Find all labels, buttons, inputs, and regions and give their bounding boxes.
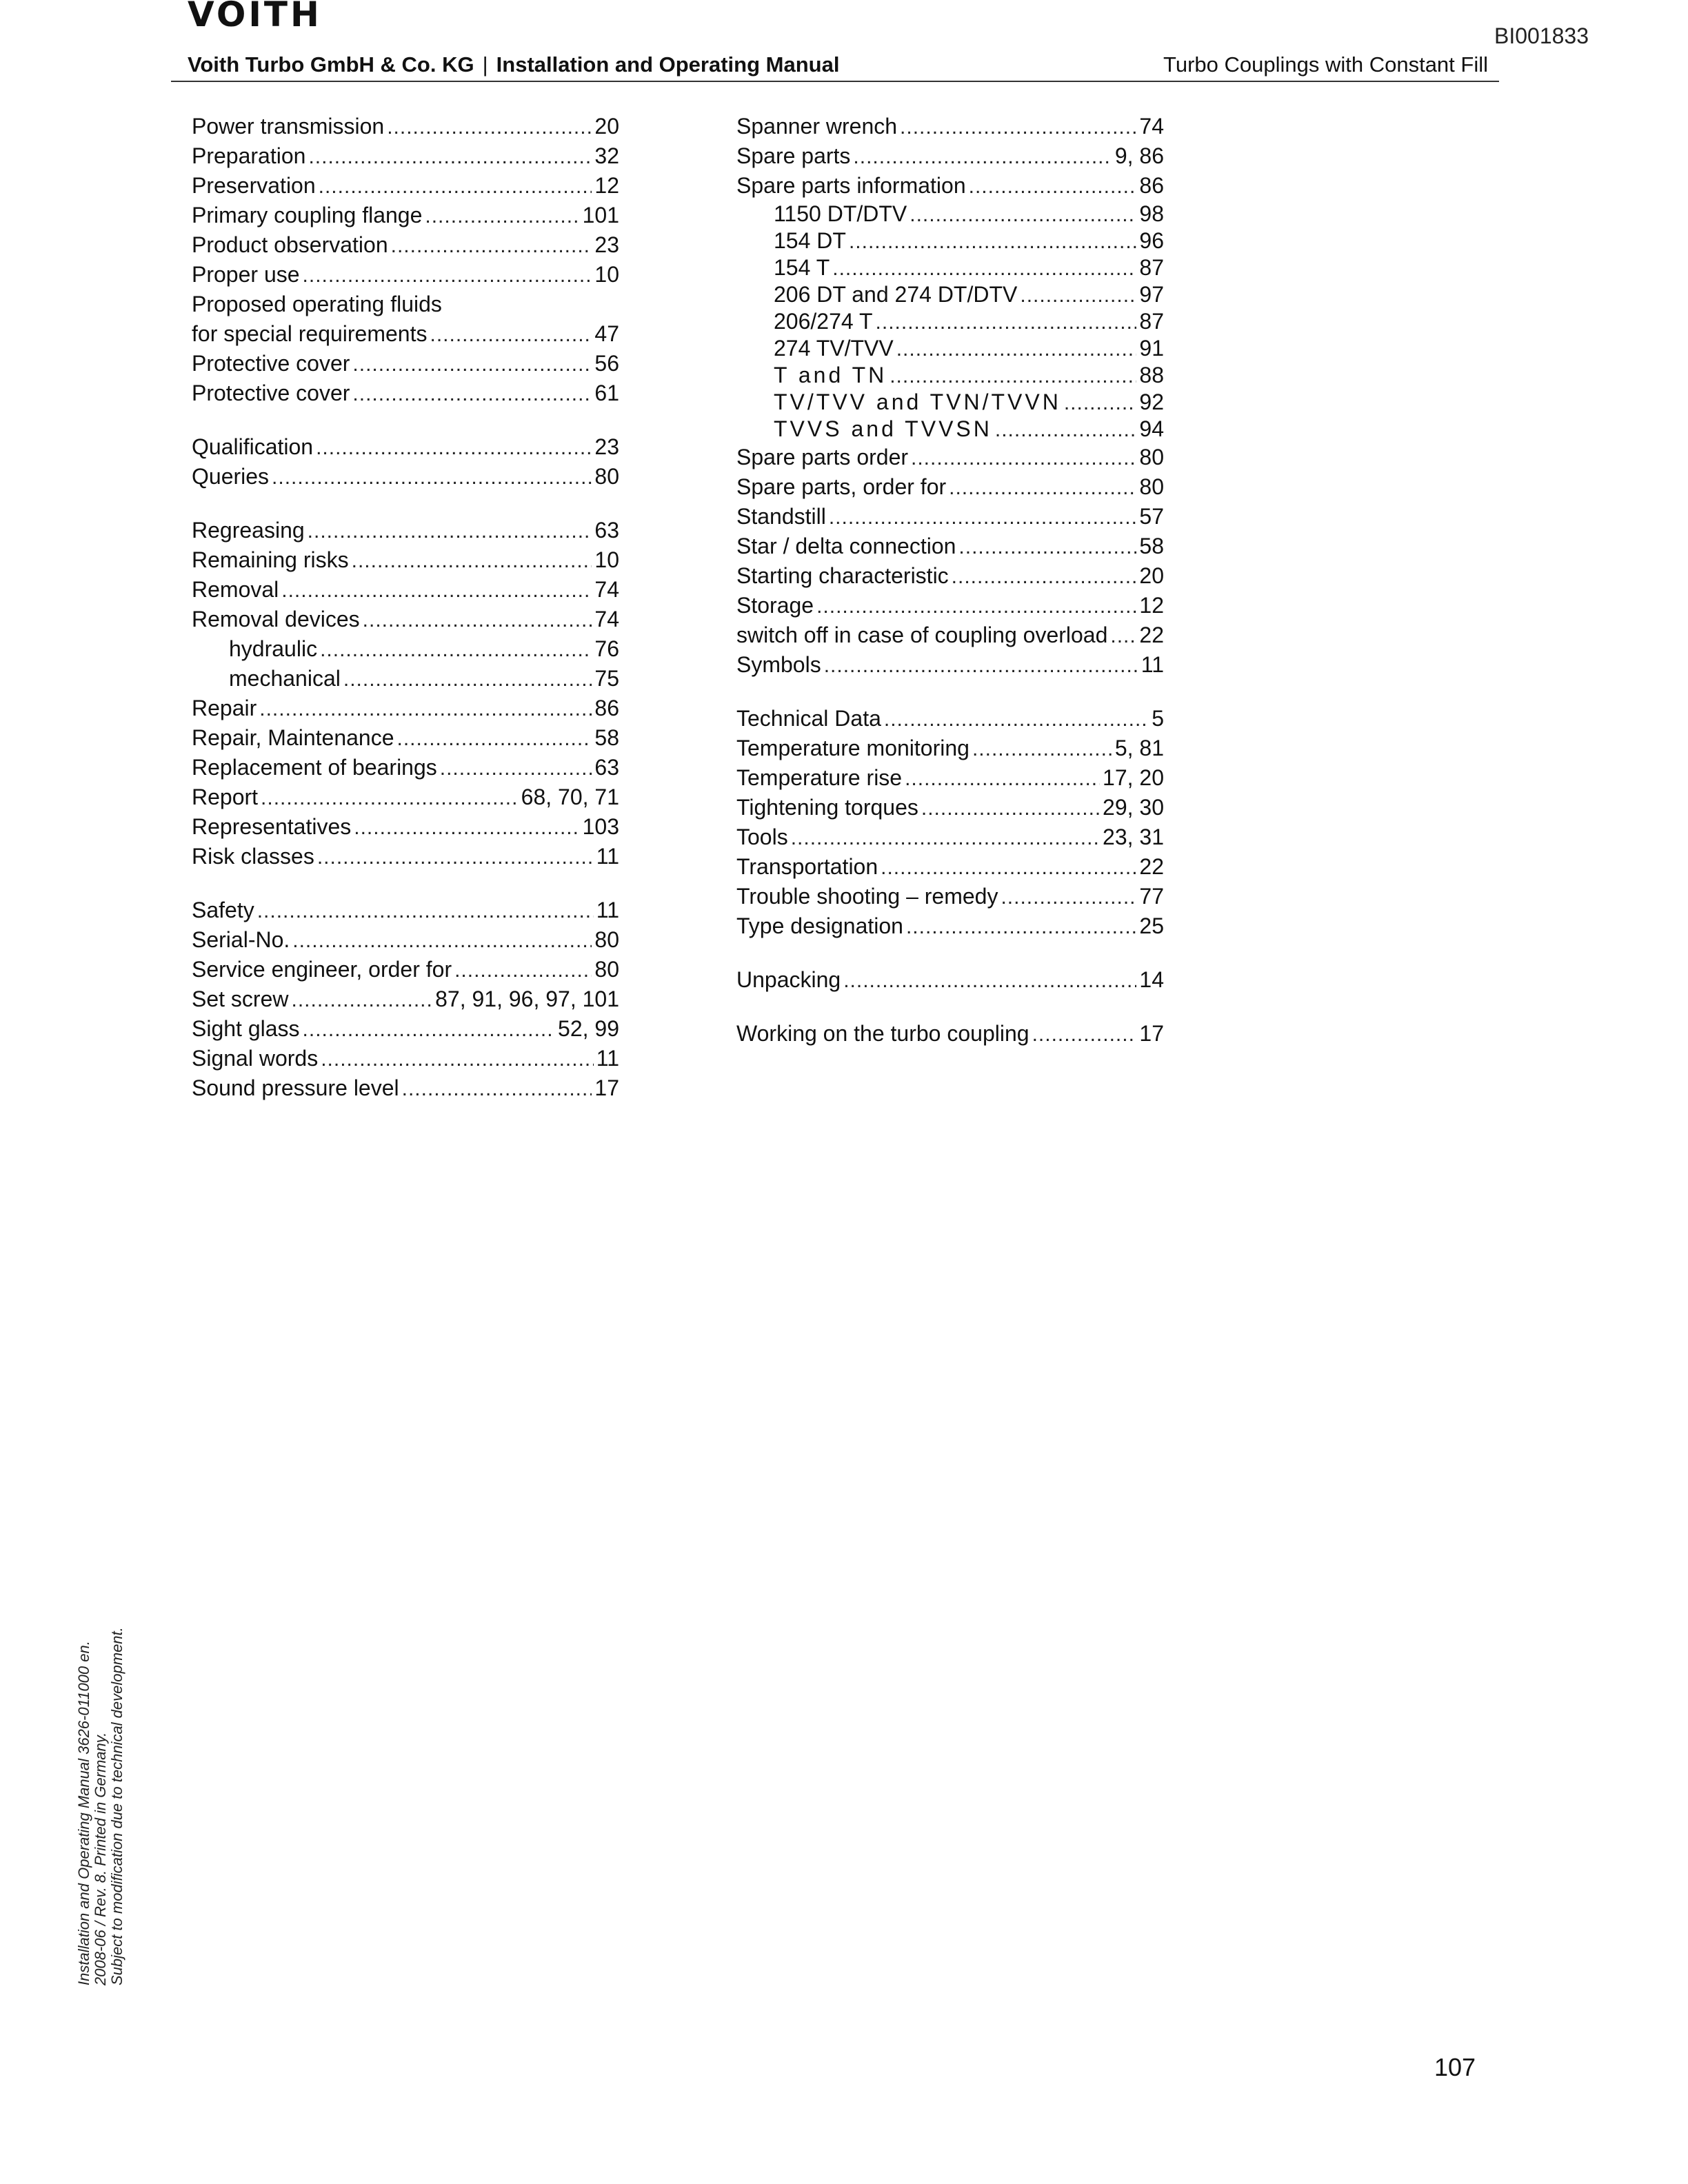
index-label: Tightening torques — [736, 795, 918, 820]
index-label: 1150 DT/DTV — [774, 201, 907, 226]
index-entry — [736, 171, 1164, 201]
leader-dots — [319, 172, 592, 201]
index-label: Removal — [192, 577, 279, 602]
leader-dots — [911, 443, 1136, 473]
index-label: Star / delta connection — [736, 534, 956, 558]
leader-dots — [316, 433, 592, 463]
leader-dots — [259, 694, 592, 724]
section-gap — [192, 871, 619, 896]
index-label: Removal devices — [192, 607, 360, 631]
leader-dots — [352, 379, 592, 409]
leader-dots — [1020, 282, 1136, 309]
leader-dots — [816, 592, 1136, 621]
leader-dots — [352, 546, 592, 576]
index-label: Regreasing — [192, 518, 305, 543]
index-label: Temperature monitoring — [736, 736, 969, 760]
leader-dots — [303, 1015, 556, 1044]
index-entry — [192, 842, 619, 871]
leader-dots — [1001, 882, 1136, 912]
index-label: Spare parts information — [736, 173, 966, 198]
index-page: 80 — [594, 464, 619, 489]
leader-dots — [363, 605, 592, 635]
index-page: 23 — [594, 434, 619, 459]
leader-dots — [969, 172, 1137, 201]
index-label: Storage — [736, 593, 814, 618]
index-label: Preservation — [192, 173, 316, 198]
index-entry — [736, 793, 1164, 822]
index-label: Proper use — [192, 262, 300, 287]
index-page: 17 — [594, 1075, 619, 1100]
index-page: 29, 30 — [1103, 795, 1164, 820]
leader-dots — [1064, 390, 1137, 416]
index-page: 22 — [1139, 854, 1164, 879]
index-entry — [192, 112, 619, 141]
index-page: 23 — [594, 232, 619, 257]
index-page: 101 — [582, 203, 619, 228]
index-page: 14 — [1139, 967, 1164, 992]
leader-dots — [261, 783, 519, 813]
leader-dots — [890, 363, 1136, 390]
index-subentry — [192, 634, 619, 664]
index-entry — [192, 349, 619, 378]
running-header-right: Turbo Couplings with Constant Fill — [1163, 52, 1488, 77]
leader-dots — [308, 142, 592, 172]
index-entry — [192, 319, 619, 349]
index-page: 25 — [1139, 913, 1164, 938]
index-page: 11 — [1141, 652, 1164, 677]
index-entry — [192, 230, 619, 260]
index-page: 11 — [596, 844, 619, 869]
index-page: 57 — [1139, 504, 1164, 529]
leader-dots — [853, 142, 1112, 172]
leader-dots — [876, 309, 1137, 336]
index-column-right — [736, 112, 1164, 1049]
index-entry — [736, 620, 1164, 650]
index-entry — [736, 591, 1164, 620]
leader-dots — [881, 853, 1136, 882]
index-entry — [192, 201, 619, 230]
section-gap — [736, 995, 1164, 1019]
index-label: Protective cover — [192, 351, 350, 376]
index-label: Safety — [192, 898, 254, 922]
header-rule — [171, 81, 1499, 82]
index-page: 11 — [596, 898, 619, 922]
index-page: 61 — [594, 381, 619, 405]
index-entry — [192, 432, 619, 462]
index-label: Tools — [736, 825, 788, 849]
index-subentry — [736, 362, 1164, 389]
index-subentry — [736, 281, 1164, 308]
imprint-line: 2008-06 / Rev. 8. Printed in Germany. — [92, 1732, 109, 1985]
section-gap — [192, 492, 619, 516]
index-entry — [192, 925, 619, 955]
print-imprint — [76, 1627, 125, 1985]
index-entry — [736, 965, 1164, 995]
index-page: 52, 99 — [558, 1016, 619, 1041]
leader-dots — [430, 320, 592, 350]
index-page: 74 — [594, 607, 619, 631]
leader-dots — [292, 926, 592, 956]
leader-dots — [440, 754, 592, 783]
index-label: TV/TVV and TVN/TVVN — [774, 390, 1061, 414]
index-label: switch off in case of coupling overload — [736, 623, 1108, 647]
index-label: Queries — [192, 464, 270, 489]
leader-dots — [272, 463, 592, 492]
leader-dots — [884, 705, 1149, 734]
index-label: for special requirements — [192, 321, 428, 346]
leader-dots — [354, 813, 579, 842]
leader-dots — [896, 336, 1137, 363]
leader-dots — [397, 724, 592, 754]
index-label: TVVS and TVVSN — [774, 416, 992, 441]
index-label: Standstill — [736, 504, 826, 529]
index-page: 96 — [1139, 228, 1164, 253]
index-page: 12 — [1139, 593, 1164, 618]
index-subentry — [736, 201, 1164, 228]
manual-title: Installation and Operating Manual — [496, 52, 840, 77]
leader-dots — [900, 112, 1136, 142]
index-subentry — [736, 389, 1164, 416]
leader-dots — [972, 734, 1112, 764]
index-label: Sound pressure level — [192, 1075, 399, 1100]
index-entry — [736, 472, 1164, 502]
leader-dots — [906, 912, 1136, 942]
index-entry — [192, 1073, 619, 1103]
leader-dots — [824, 651, 1138, 680]
index-page: 5 — [1152, 706, 1164, 731]
document-id: BI001833 — [1494, 23, 1589, 48]
index-label: Set screw — [192, 987, 289, 1011]
index-page: 91 — [1139, 336, 1164, 361]
index-page: 74 — [1139, 114, 1164, 139]
index-page: 10 — [594, 262, 619, 287]
index-label: Service engineer, order for — [192, 957, 452, 982]
index-page: 94 — [1139, 416, 1164, 441]
leader-dots — [402, 1074, 592, 1104]
leader-dots — [849, 228, 1136, 255]
index-page: 32 — [594, 143, 619, 168]
index-label: Report — [192, 785, 259, 809]
index-page: 87, 91, 96, 97, 101 — [435, 987, 619, 1011]
index-page: 68, 70, 71 — [521, 785, 619, 809]
index-label: 206 DT and 274 DT/DTV — [774, 282, 1018, 307]
leader-dots — [995, 416, 1137, 443]
leader-dots — [320, 635, 592, 665]
leader-dots — [321, 1044, 594, 1074]
leader-dots — [1110, 621, 1136, 651]
index-page: 23, 31 — [1103, 825, 1164, 849]
index-page: 92 — [1139, 390, 1164, 414]
index-entry — [192, 896, 619, 925]
index-page: 58 — [594, 725, 619, 750]
index-label: Sight glass — [192, 1016, 300, 1041]
leader-dots — [829, 503, 1137, 532]
leader-dots — [843, 966, 1136, 995]
leader-dots — [343, 665, 592, 694]
leader-dots — [291, 985, 432, 1015]
index-label: Remaining risks — [192, 547, 349, 572]
leader-dots — [303, 261, 592, 290]
leader-dots — [387, 112, 592, 142]
index-entry — [192, 290, 619, 319]
index-label: Replacement of bearings — [192, 755, 437, 780]
index-entry — [192, 378, 619, 408]
index-page: 98 — [1139, 201, 1164, 226]
index-entry — [192, 545, 619, 575]
leader-dots — [949, 473, 1136, 503]
index-page: 103 — [582, 814, 619, 839]
leader-dots — [391, 231, 592, 261]
index-label: Unpacking — [736, 967, 841, 992]
leader-dots — [791, 823, 1100, 853]
leader-dots — [281, 576, 592, 605]
leader-dots — [1032, 1020, 1137, 1049]
index-label: 154 DT — [774, 228, 846, 253]
leader-dots — [317, 842, 594, 872]
page-number: 107 — [1434, 2053, 1476, 2081]
index-entry — [736, 141, 1164, 171]
voith-logo: VOITH — [188, 0, 322, 34]
index-page: 80 — [594, 927, 619, 952]
index-entry — [192, 516, 619, 545]
index-entry — [192, 171, 619, 201]
index-entry — [192, 782, 619, 812]
index-subentry — [736, 254, 1164, 281]
index-entry — [736, 112, 1164, 141]
index-page: 12 — [594, 173, 619, 198]
index-entry — [192, 462, 619, 492]
index-label: Temperature rise — [736, 765, 903, 790]
index-entry — [736, 734, 1164, 763]
running-header-left — [188, 52, 839, 77]
index-page: 63 — [594, 755, 619, 780]
index-label: Representatives — [192, 814, 352, 839]
index-label: Signal words — [192, 1046, 319, 1071]
index-page: 20 — [594, 114, 619, 139]
index-label: Spare parts, order for — [736, 474, 947, 499]
index-label: T and TN — [774, 363, 887, 387]
index-entry — [192, 753, 619, 782]
index-label: mechanical — [229, 666, 341, 691]
section-gap — [736, 941, 1164, 965]
index-page: 20 — [1139, 563, 1164, 588]
index-page: 88 — [1139, 363, 1164, 387]
leader-dots — [454, 956, 592, 985]
imprint-line: Installation and Operating Manual 3626-011000 en. — [75, 1641, 92, 1985]
index-label: Protective cover — [192, 381, 350, 405]
index-page: 63 — [594, 518, 619, 543]
index-page: 56 — [594, 351, 619, 376]
leader-dots — [905, 764, 1100, 793]
index-label: Repair, Maintenance — [192, 725, 394, 750]
index-subentry — [736, 308, 1164, 335]
index-label: Working on the turbo coupling — [736, 1021, 1029, 1046]
index-entry — [736, 763, 1164, 793]
index-subentry — [736, 335, 1164, 362]
index-entry — [736, 443, 1164, 472]
index-label: Serial-No. — [192, 927, 290, 952]
index-entry — [192, 260, 619, 290]
index-page: 86 — [1139, 173, 1164, 198]
index-page: 22 — [1139, 623, 1164, 647]
index-label: 274 TV/TVV — [774, 336, 894, 361]
index-page: 17 — [1139, 1021, 1164, 1046]
index-label: Starting characteristic — [736, 563, 949, 588]
index-entry — [736, 911, 1164, 941]
index-entry — [736, 704, 1164, 734]
index-page: 11 — [596, 1046, 619, 1071]
index-entry — [192, 1014, 619, 1044]
index-page: 80 — [1139, 445, 1164, 469]
index-entry — [736, 1019, 1164, 1049]
index-entry — [192, 955, 619, 984]
index-entry — [192, 984, 619, 1014]
index-page: 80 — [1139, 474, 1164, 499]
index-label: Spare parts order — [736, 445, 909, 469]
index-page: 87 — [1139, 255, 1164, 280]
index-label: Product observation — [192, 232, 388, 257]
index-page: 77 — [1139, 884, 1164, 909]
section-gap — [192, 408, 619, 432]
index-subentry — [192, 664, 619, 694]
index-label: Preparation — [192, 143, 306, 168]
index-label: Transportation — [736, 854, 878, 879]
index-label: 206/274 T — [774, 309, 873, 334]
index-page: 9, 86 — [1114, 143, 1164, 168]
index-entry — [736, 822, 1164, 852]
index-label: hydraulic — [229, 636, 318, 661]
index-page: 47 — [594, 321, 619, 346]
index-subentry — [736, 416, 1164, 443]
index-column-left — [192, 112, 619, 1103]
index-label: Risk classes — [192, 844, 314, 869]
index-label: Proposed operating fluids — [192, 292, 442, 316]
index-entry — [192, 575, 619, 605]
index-entry — [736, 502, 1164, 532]
index-page: 97 — [1139, 282, 1164, 307]
header-separator: | — [482, 52, 488, 77]
index-entry — [192, 1044, 619, 1073]
index-label: Spanner wrench — [736, 114, 898, 139]
index-page: 86 — [594, 696, 619, 720]
index-page: 58 — [1139, 534, 1164, 558]
leader-dots — [958, 532, 1136, 562]
index-entry — [736, 882, 1164, 911]
index-entry — [736, 650, 1164, 680]
index-label: Trouble shooting – remedy — [736, 884, 998, 909]
leader-dots — [910, 201, 1136, 228]
index-label: Power transmission — [192, 114, 385, 139]
index-label: 154 T — [774, 255, 830, 280]
leader-dots — [425, 201, 579, 231]
index-label: Technical Data — [736, 706, 881, 731]
index-label: Spare parts — [736, 143, 851, 168]
company-name: Voith Turbo GmbH & Co. KG — [188, 52, 474, 77]
index-entry — [192, 694, 619, 723]
index-entry — [192, 141, 619, 171]
index-label: Repair — [192, 696, 257, 720]
leader-dots — [352, 350, 592, 379]
leader-dots — [308, 516, 592, 546]
index-entry — [736, 561, 1164, 591]
section-gap — [736, 680, 1164, 704]
index-page: 10 — [594, 547, 619, 572]
index-page: 75 — [594, 666, 619, 691]
index-label: Symbols — [736, 652, 821, 677]
index-page: 87 — [1139, 309, 1164, 334]
index-page: 5, 81 — [1114, 736, 1164, 760]
index-page: 80 — [594, 957, 619, 982]
index-subentry — [736, 228, 1164, 254]
leader-dots — [257, 896, 594, 926]
leader-dots — [921, 793, 1100, 823]
leader-dots — [952, 562, 1137, 592]
imprint-line: Subject to modification due to technical development. — [108, 1627, 125, 1985]
index-entry — [192, 812, 619, 842]
index-entry — [192, 723, 619, 753]
index-label: Primary coupling flange — [192, 203, 423, 228]
index-page: 74 — [594, 577, 619, 602]
index-entry — [736, 532, 1164, 561]
leader-dots — [832, 255, 1136, 282]
index-page: 76 — [594, 636, 619, 661]
index-page: 17, 20 — [1103, 765, 1164, 790]
index-label: Qualification — [192, 434, 314, 459]
index-label: Type designation — [736, 913, 903, 938]
index-entry — [192, 605, 619, 634]
index-entry — [736, 852, 1164, 882]
